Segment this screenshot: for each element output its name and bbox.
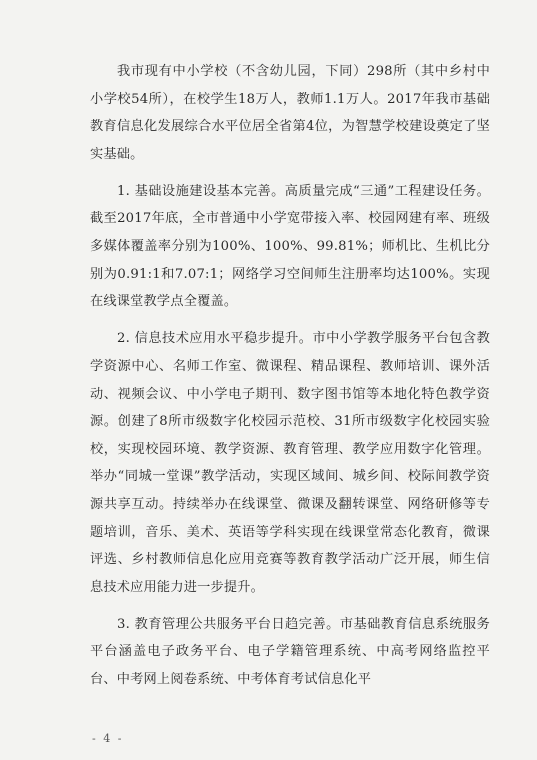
- page-number: - 4 -: [92, 732, 124, 745]
- paragraph-intro: 我市现有中小学校（不含幼儿园，下同）298所（其中乡村中小学校54所），在校学生18万人，教师1.1万人。2017年我市基础教育信息化发展综合水平位居全省第4位，为智慧学校建设奠定了坚实基础。: [90, 64, 490, 162]
- body-text: [90, 58, 490, 703]
- paragraph-it-application: 2. 信息技术应用水平稳步提升。市中小学教学服务平台包含教学资源中心、名师工作室、微课程、精品课程、教师培训、课外活动、视频会议、中小学电子期刊、数字图书馆等本地化特色教学资源。创建了8所市级数字化校园示范校、31所市级数字化校园实验校，实现校园环境、教学资源、教育管理、教学应用数字化管理。举办“同城一堂课”教学活动，实现区域间、城乡间、校际间教学资源共享互动。持续举办在线课堂、微课及翻转课堂、网络研修等专题培训，音乐、美术、英语等学科实现在线课堂常态化教育，微课评选、乡村教师信息化应用竞赛等教育教学活动广泛开展，师生信息技术应用能力进一步提升。: [90, 331, 490, 595]
- paragraph-management-platform: 3. 教育管理公共服务平台日趋完善。市基础教育信息系统服务平台涵盖电子政务平台、电子学籍管理系统、中高考网络监控平台、中考网上阅卷系统、中考体育考试信息化平: [90, 616, 490, 687]
- paragraph-infrastructure: 1. 基础设施建设基本完善。高质量完成“三通”工程建设任务。截至2017年底，全市普通中小学宽带接入率、校园网建有率、班级多媒体覆盖率分别为100%、100%、99.81%；师机比、生机比分别为0.91:1和7.07:1；网络学习空间师生注册率均达100%。实现在线课堂教学点全覆盖。: [90, 183, 490, 310]
